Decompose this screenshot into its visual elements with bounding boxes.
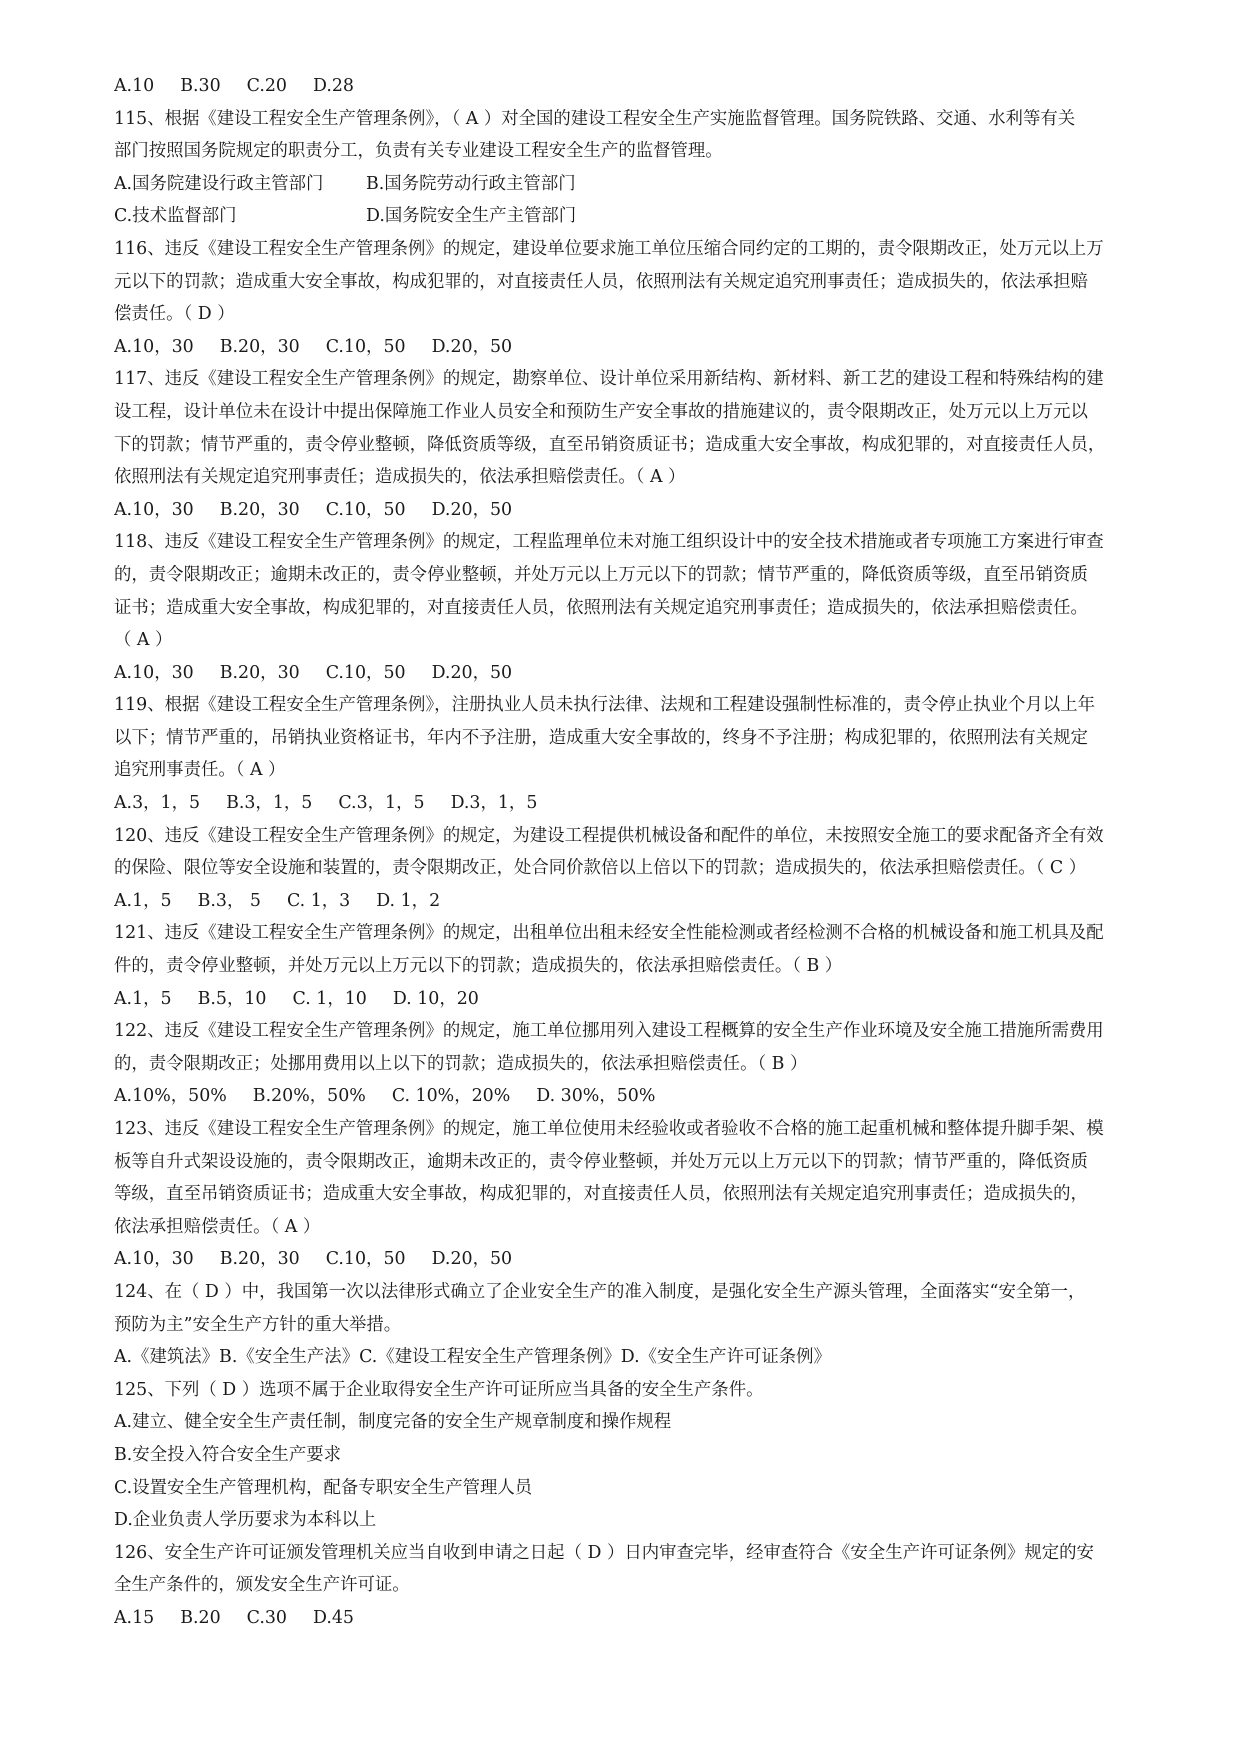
text-line: 119、根据《建设工程安全生产管理条例》，注册执业人员未执行法律、法规和工程建设强制性标准的，责令停止执业个月以上年: [114, 695, 1095, 716]
answer-option: B.20%，50%: [252, 1086, 366, 1107]
text-line: 121、违反《建设工程安全生产管理条例》的规定，出租单位出租未经安全性能检测或者经检测不合格的机械设备和施工机具及配: [114, 923, 1104, 944]
text-line: 115、根据《建设工程安全生产管理条例》，（ A ）对全国的建设工程安全生产实施监督管理。国务院铁路、交通、水利等有关: [114, 108, 1076, 129]
text-line: 122、违反《建设工程安全生产管理条例》的规定，施工单位挪用列入建设工程概算的安全生产作业环境及安全施工措施所需费用: [114, 1021, 1104, 1042]
text-line: 的，责令限期改正；逾期未改正的，责令停业整顿，并处万元以上万元以下的罚款；情节严重的，降低资质等级，直至吊销资质: [114, 564, 1088, 585]
answer-option: B.20，30: [219, 499, 300, 520]
text-line: 设工程，设计单位未在设计中提出保障施工作业人员安全和预防生产安全事故的措施建议的，责令限期改正，处万元以上万元以: [114, 401, 1088, 422]
text-line: 的，责令限期改正；处挪用费用以上以下的罚款；造成损失的，依法承担赔偿责任。（ B ）: [114, 1053, 808, 1074]
answer-option: D.28: [313, 76, 354, 96]
answer-options: [114, 200, 1173, 233]
answer-options: [114, 494, 1173, 527]
text-line: （ A ）: [114, 630, 173, 651]
answer-option: C. 1，10: [292, 988, 367, 1009]
text-line: 追究刑事责任。（ A ）: [114, 760, 286, 781]
answer-options: [114, 885, 1173, 918]
text-line: 117、违反《建设工程安全生产管理条例》的规定，勘察单位、设计单位采用新结构、新材料、新工艺的建设工程和特殊结构的建: [114, 369, 1104, 390]
answer-option: D.20，50: [431, 1249, 513, 1270]
answer-option: D.20，50: [431, 499, 513, 520]
text-line: 偿责任。（ D ）: [114, 304, 235, 325]
answer-option: D. 10，20: [392, 988, 479, 1009]
answer-option: B.20，30: [219, 1249, 300, 1270]
answer-option: D.国务院安全生产主管部门: [366, 206, 577, 227]
text-line: 116、违反《建设工程安全生产管理条例》的规定，建设单位要求施工单位压缩合同约定的工期的，责令限期改正，处万元以上万: [114, 238, 1104, 259]
answer-option: A.10，30: [114, 336, 194, 357]
answer-options: [114, 70, 1173, 103]
answer-option: B.国务院劳动行政主管部门: [366, 173, 576, 194]
text-line: 120、违反《建设工程安全生产管理条例》的规定，为建设工程提供机械设备和配件的单位，未按照安全施工的要求配备齐全有效: [114, 825, 1104, 846]
text-line: A.《建筑法》B.《安全生产法》C.《建设工程安全生产管理条例》D.《安全生产许可证条例》: [114, 1347, 831, 1368]
answer-option: A.3，1，5: [114, 793, 201, 814]
answer-option: B.30: [180, 76, 221, 96]
answer-option: A.1，5: [114, 988, 172, 1009]
answer-option: A.10%，50%: [114, 1086, 227, 1107]
answer-option: C.10，50: [325, 336, 406, 357]
answer-option: B.5，10: [197, 988, 267, 1009]
answer-option: C.10，50: [325, 499, 406, 520]
text-line: 118、违反《建设工程安全生产管理条例》的规定，工程监理单位未对施工组织设计中的安全技术措施或者专项施工方案进行审查: [114, 532, 1104, 553]
answer-option: A.10，30: [114, 499, 194, 520]
answer-options: [114, 1243, 1173, 1276]
text-line: 126、安全生产许可证颁发管理机关应当自收到申请之日起（ D ）日内审查完毕，经审查符合《安全生产许可证条例》规定的安: [114, 1542, 1094, 1563]
answer-option: D. 30%，50%: [536, 1086, 656, 1107]
answer-option: B.20: [180, 1607, 221, 1628]
answer-option: D.45: [313, 1607, 354, 1628]
text-line: 全生产条件的，颁发安全生产许可证。: [114, 1575, 410, 1596]
answer-option: C. 1，3: [286, 890, 351, 911]
answer-options: [114, 657, 1173, 690]
text-line: 元以下的罚款；造成重大安全事故，构成犯罪的，对直接责任人员，依照刑法有关规定追究刑事责任；造成损失的，依法承担赔: [114, 271, 1088, 292]
text-line: 以下；情节严重的，吊销执业资格证书，年内不予注册，造成重大安全事故的，终身不予注册；构成犯罪的，依照刑法有关规定: [114, 727, 1088, 748]
answer-option: D. 1，2: [376, 890, 441, 911]
text-line: 依法承担赔偿责任。（ A ）: [114, 1216, 321, 1237]
answer-option: A.1，5: [114, 890, 172, 911]
answer-option: C.20: [246, 76, 287, 96]
text-line: 123、违反《建设工程安全生产管理条例》的规定，施工单位使用未经验收或者验收不合格的施工起重机械和整体提升脚手架、模: [114, 1119, 1104, 1139]
text-line: 预防为主”安全生产方针的重大举措。: [114, 1314, 402, 1335]
answer-option: C. 10%，20%: [391, 1086, 511, 1107]
answer-option: C.10，50: [325, 662, 406, 683]
text-line: A.建立、健全安全生产责任制，制度完备的安全生产规章制度和操作规程: [114, 1412, 672, 1433]
text-line: 板等自升式架设设施的，责令限期改正，逾期未改正的，责令停业整顿，并处万元以上万元以下的罚款；情节严重的，降低资质: [114, 1151, 1088, 1172]
answer-option: C.10，50: [325, 1249, 406, 1270]
answer-option: B.3， 5: [197, 890, 261, 911]
answer-option: C.30: [246, 1607, 287, 1628]
answer-option: B.20，30: [219, 336, 300, 357]
answer-option: A.10，30: [114, 662, 194, 683]
text-line: 证书；造成重大安全事故，构成犯罪的，对直接责任人员，依照刑法有关规定追究刑事责任；造成损失的，依法承担赔偿责任。: [114, 597, 1088, 618]
text-line: 下的罚款；情节严重的，责令停业整顿，降低资质等级，直至吊销资质证书；造成重大安全事故，构成犯罪的，对直接责任人员，: [114, 434, 1106, 455]
answer-options: [114, 1080, 1173, 1113]
text-line: D.企业负责人学历要求为本科以上: [114, 1510, 377, 1531]
answer-option: D.20，50: [431, 336, 513, 357]
text-line: 等级，直至吊销资质证书；造成重大安全事故，构成犯罪的，对直接责任人员，依照刑法有关规定追究刑事责任；造成损失的，: [114, 1184, 1088, 1205]
answer-option: A.国务院建设行政主管部门: [114, 173, 324, 194]
text-line: 124、在（ D ）中，我国第一次以法律形式确立了企业安全生产的准入制度，是强化安全生产源头管理，全面落实“安全第一，: [114, 1281, 1086, 1302]
answer-option: B.20，30: [219, 662, 300, 683]
answer-option: A.15: [114, 1607, 155, 1628]
text-line: 部门按照国务院规定的职责分工，负责有关专业建设工程安全生产的监督管理。: [114, 141, 723, 162]
answer-options: [114, 331, 1173, 364]
answer-option: A.10: [114, 76, 155, 96]
answer-option: B.3，1，5: [226, 793, 313, 814]
answer-option: C.3，1，5: [338, 793, 425, 814]
answer-option: C.技术监督部门: [114, 206, 237, 227]
answer-option: A.10，30: [114, 1249, 194, 1270]
text-line: 件的，责令停业整顿，并处万元以上万元以下的罚款；造成损失的，依法承担赔偿责任。（ B ）: [114, 956, 843, 977]
answer-option: D.3，1，5: [450, 793, 538, 814]
text-line: C.设置安全生产管理机构，配备专职安全生产管理人员: [114, 1477, 533, 1498]
text-line: 的保险、限位等安全设施和装置的，责令限期改正，处合同价款倍以上倍以下的罚款；造成损失的，依法承担赔偿责任。（ C ）: [114, 858, 1087, 879]
answer-option: D.20，50: [431, 662, 513, 683]
text-line: B.安全投入符合安全生产要求: [114, 1444, 341, 1465]
answer-options: [114, 1602, 1173, 1635]
text-line: 125、下列（ D ）选项不属于企业取得安全生产许可证所应当具备的安全生产条件。: [114, 1379, 764, 1400]
answer-options: [114, 787, 1173, 820]
text-line: 依照刑法有关规定追究刑事责任；造成损失的，依法承担赔偿责任。（ A ）: [114, 467, 686, 488]
answer-options: [114, 168, 1173, 201]
answer-options: [114, 983, 1173, 1016]
